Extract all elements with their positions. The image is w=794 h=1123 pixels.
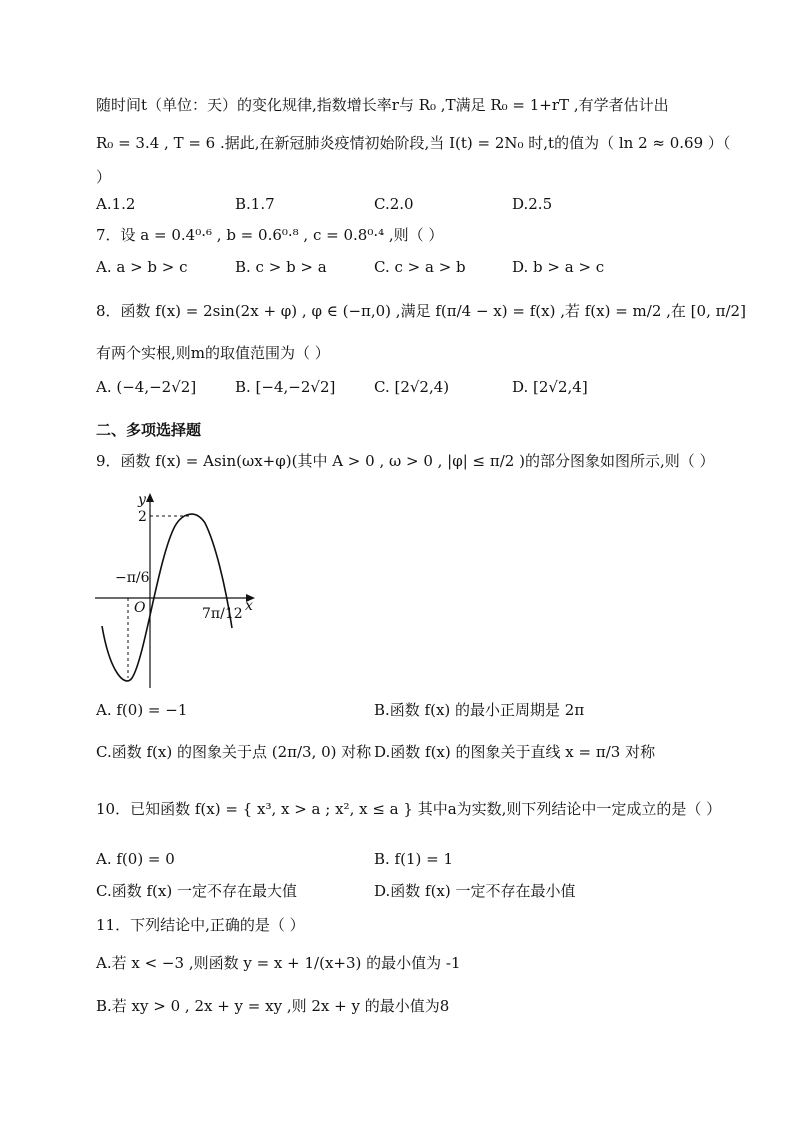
x-axis-label: x	[245, 598, 253, 614]
q6-option-d: D.2.5	[512, 195, 553, 213]
origin-label: O	[134, 600, 146, 616]
q9-option-c: C.函数 f(x) 的图象关于点 (2π/3, 0) 对称	[96, 743, 372, 761]
pos-tick-label: 7π/12	[202, 606, 243, 622]
q8-option-b: B. [−4,−2√2]	[235, 378, 336, 396]
q10-option-a: A. f(0) = 0	[96, 850, 175, 868]
q10-option-d: D.函数 f(x) 一定不存在最小值	[374, 882, 576, 900]
q7-stem: 7．设 a = 0.4⁰·⁶ , b = 0.6⁰·⁸ , c = 0.8⁰·⁴ ,则（ ）	[96, 226, 444, 244]
y-axis-label: y	[138, 492, 146, 508]
q6-line1: 随时间t（单位：天）的变化规律,指数增长率r与 R₀ ,T满足 R₀ = 1+rT ,有学者估计出	[96, 96, 669, 114]
q8-option-a: A. (−4,−2√2]	[96, 378, 197, 396]
q11-stem: 11．下列结论中,正确的是（ ）	[96, 916, 305, 934]
q9-option-d: D.函数 f(x) 的图象关于直线 x = π/3 对称	[374, 743, 656, 761]
q7-option-c: C. c > a > b	[374, 258, 466, 276]
q11-option-b: B.若 xy > 0 , 2x + y = xy ,则 2x + y 的最小值为8	[96, 997, 450, 1015]
q9-option-b: B.函数 f(x) 的最小正周期是 2π	[374, 701, 585, 719]
q6-option-c: C.2.0	[374, 195, 414, 213]
q8-stem2: 有两个实根,则m的取值范围为（ ）	[96, 344, 330, 362]
q8-option-d: D. [2√2,4]	[512, 378, 588, 396]
sine-graph	[90, 488, 270, 693]
q6-line3: ）	[96, 168, 112, 186]
q10-option-c: C.函数 f(x) 一定不存在最大值	[96, 882, 297, 900]
q7-option-d: D. b > a > c	[512, 258, 605, 276]
q10-stem: 10．已知函数 f(x) = { x³, x > a ; x², x ≤ a } 其中a为实数,则下列结论中一定成立的是（ ）	[96, 800, 722, 818]
q7-option-a: A. a > b > c	[96, 258, 188, 276]
q7-option-b: B. c > b > a	[235, 258, 327, 276]
q8-stem: 8．函数 f(x) = 2sin(2x + φ) , φ ∈ (−π,0) ,满足 f(π/4 − x) = f(x) ,若 f(x) = m/2 ,在 [0, π/2]	[96, 302, 746, 320]
q10-option-b: B. f(1) = 1	[374, 850, 454, 868]
q6-option-a: A.1.2	[96, 195, 136, 213]
q6-option-b: B.1.7	[235, 195, 275, 213]
q9-stem: 9．函数 f(x) = Asin(ωx+φ)(其中 A > 0 , ω > 0 , |φ| ≤ π/2 )的部分图象如图所示,则（ ）	[96, 452, 715, 470]
q11-option-a: A.若 x < −3 ,则函数 y = x + 1/(x+3) 的最小值为 -1	[96, 954, 461, 972]
y-axis-arrow-icon	[146, 493, 154, 502]
q8-option-c: C. [2√2,4)	[374, 378, 450, 396]
y-max-label: 2	[138, 509, 147, 525]
q9-option-a: A. f(0) = −1	[96, 701, 188, 719]
q6-line2: R₀ = 3.4 , T = 6 .据此,在新冠肺炎疫情初始阶段,当 I(t) = 2N₀ 时,t的值为（ ln 2 ≈ 0.69 ）（	[96, 134, 731, 152]
section-heading: 二、多项选择题	[96, 421, 202, 439]
neg-tick-label: −π/6	[115, 570, 150, 586]
